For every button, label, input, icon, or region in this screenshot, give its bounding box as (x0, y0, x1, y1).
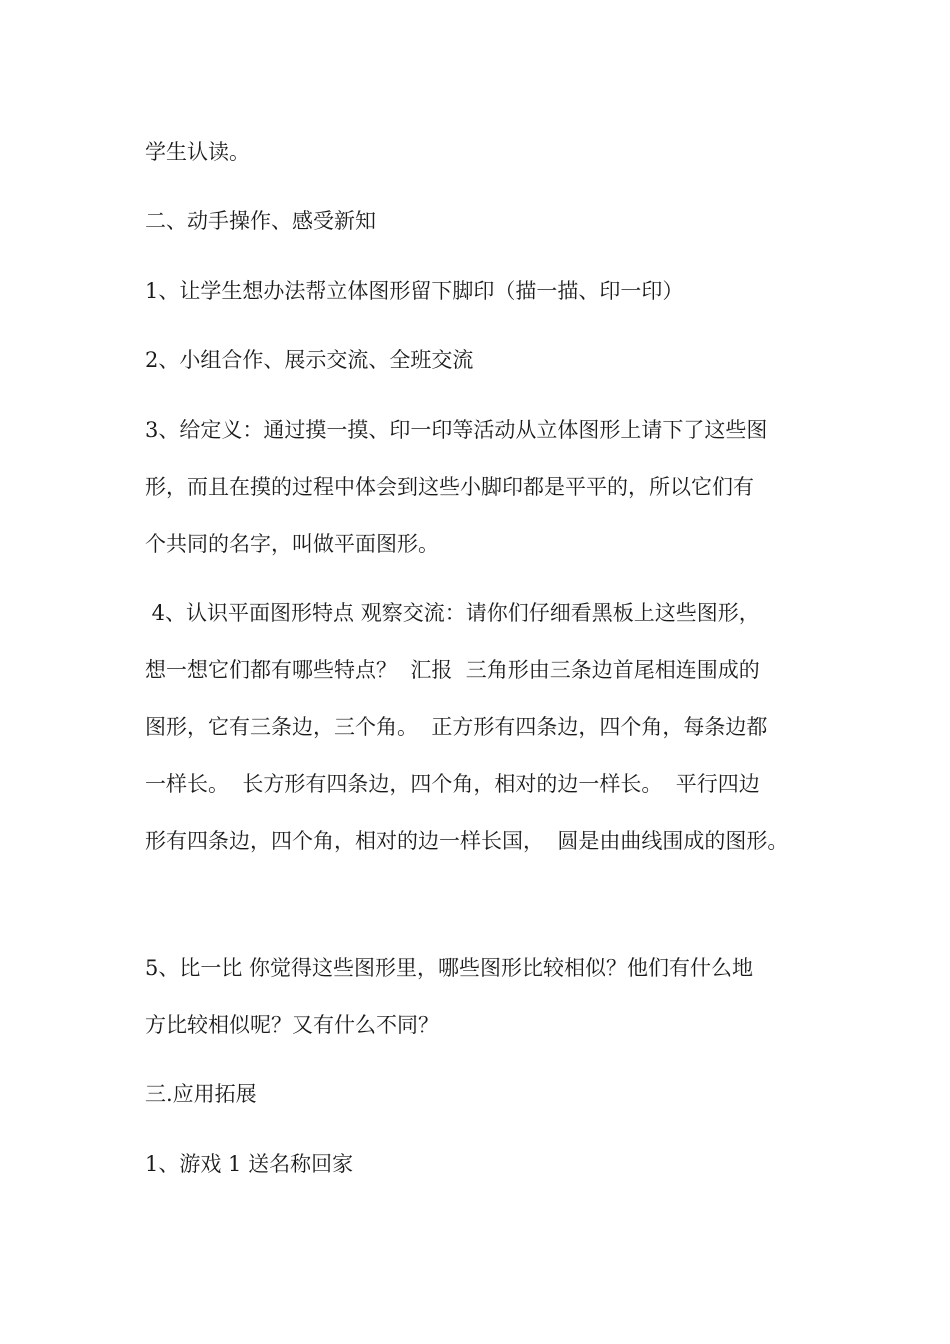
text-line-student-reading: 学生认读。 (145, 140, 250, 164)
text-line-step-4-cont-3: 一样长。 长方形有四条边，四个角，相对的边一样长。 平行四边 (145, 772, 760, 796)
text-line-step-4-cont-1: 想一想它们都有哪些特点？ 汇报 三角形由三条边首尾相连围成的 (145, 658, 760, 682)
text-line-step-4: 4、认识平面图形特点 观察交流：请你们仔细看黑板上这些图形， (145, 601, 760, 625)
text-line-step-5-cont: 方比较相似呢？又有什么不同？ (145, 1013, 439, 1037)
text-line-step-3-cont-2: 个共同的名字，叫做平面图形。 (145, 532, 439, 556)
text-line-step-3-cont-1: 形，而且在摸的过程中体会到这些小脚印都是平平的，所以它们有 (145, 475, 754, 499)
text-line-step-3: 3、给定义：通过摸一摸、印一印等活动从立体图形上请下了这些图 (145, 418, 768, 442)
text-line-step-4-cont-4: 形有四条边，四个角，相对的边一样长国， 圆是由曲线围成的图形。 (145, 829, 789, 853)
section-heading-application: 三.应用拓展 (145, 1082, 257, 1106)
text-line-game-1: 1、游戏 1 送名称回家 (145, 1152, 354, 1176)
text-line-step-1: 1、让学生想办法帮立体图形留下脚印（描一描、印一印） (145, 279, 684, 303)
text-line-step-4-cont-2: 图形，它有三条边，三个角。 正方形有四条边，四个角，每条边都 (145, 715, 768, 739)
text-line-step-5: 5、比一比 你觉得这些图形里，哪些图形比较相似？他们有什么地 (145, 956, 754, 980)
text-line-step-2: 2、小组合作、展示交流、全班交流 (145, 348, 474, 372)
section-heading-hands-on: 二、动手操作、感受新知 (145, 209, 376, 233)
